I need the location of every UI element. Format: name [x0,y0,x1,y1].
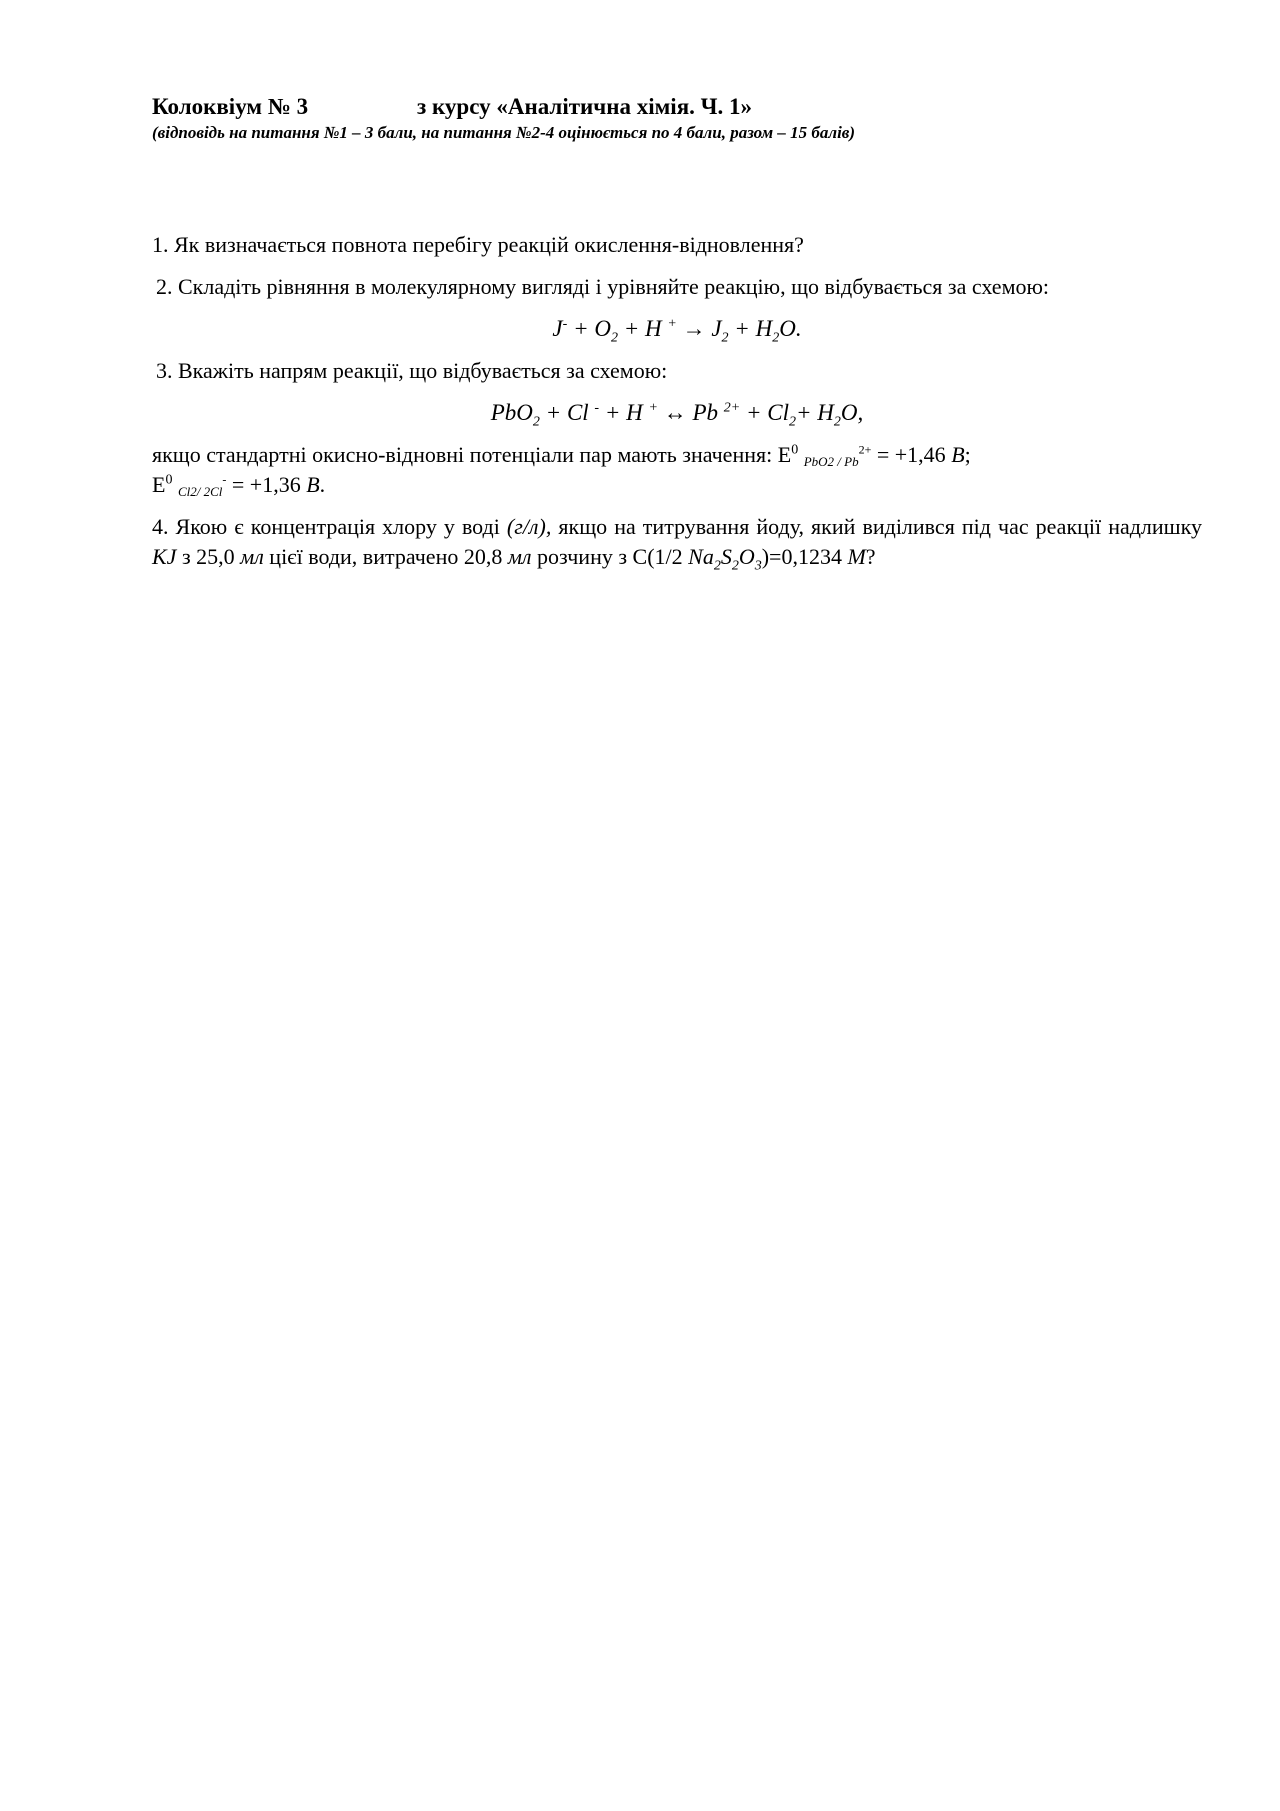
course-name: з курсу «Аналітична хімія. Ч. 1» [417,94,753,119]
question-1: 1. Як визначається повнота перебігу реакцій окислення-відновлення? [152,232,804,257]
document-header [152,92,1202,144]
equilibrium-arrow: ↔ [657,400,693,425]
equation-2: $J^- + O_2 + H$ $^+ \to J_2 + H_2O$. [552,316,802,346]
question-4: 4. Якою є концентрація хлору у воді (г/л), якщо на титрування йоду, який виділився під час реакції надлишку KJ з 25,0 мл цієї води, витрачено 20,8 мл розчину з С(1/2 $Na_2S_2O_3)=0,1234$ М? [152,514,1202,574]
reaction-arrow: → [676,316,712,341]
colloquium-number: Колоквіум № 3 [152,94,309,119]
question-3: 3. Вкажіть напрям реакції, що відбувається за схемою: [156,358,668,383]
questions-list [152,230,1202,584]
question-3-condition: якщо стандартні окисно-відновні потенціали пар мають значення: $E^0$ $_{PbO2 / Pb}^{2+}$ = +1,46 В; $E^0$ $_{Cl2/ 2Cl}$- = +1,36 В. [152,442,971,499]
cl2-cl-pair: Cl2/ 2Cl [177,484,223,499]
equation-3: PbO$_2$ + Cl - + H + ↔ Pb $^{2+} + Cl_2+ H_2O$, [490,400,864,430]
document-title [152,92,1202,122]
pbo2-pb-pair: PbO2 / Pb [803,454,859,469]
question-2: 2. Складіть рівняння в молекулярному вигляді і урівняйте реакцію, що відбувається за схемою: [156,274,1050,299]
scoring-note: (відповідь на питання №1 – 3 бали, на питання №2-4 оцінюється по 4 бали, разом – 15 балів) [152,123,856,142]
